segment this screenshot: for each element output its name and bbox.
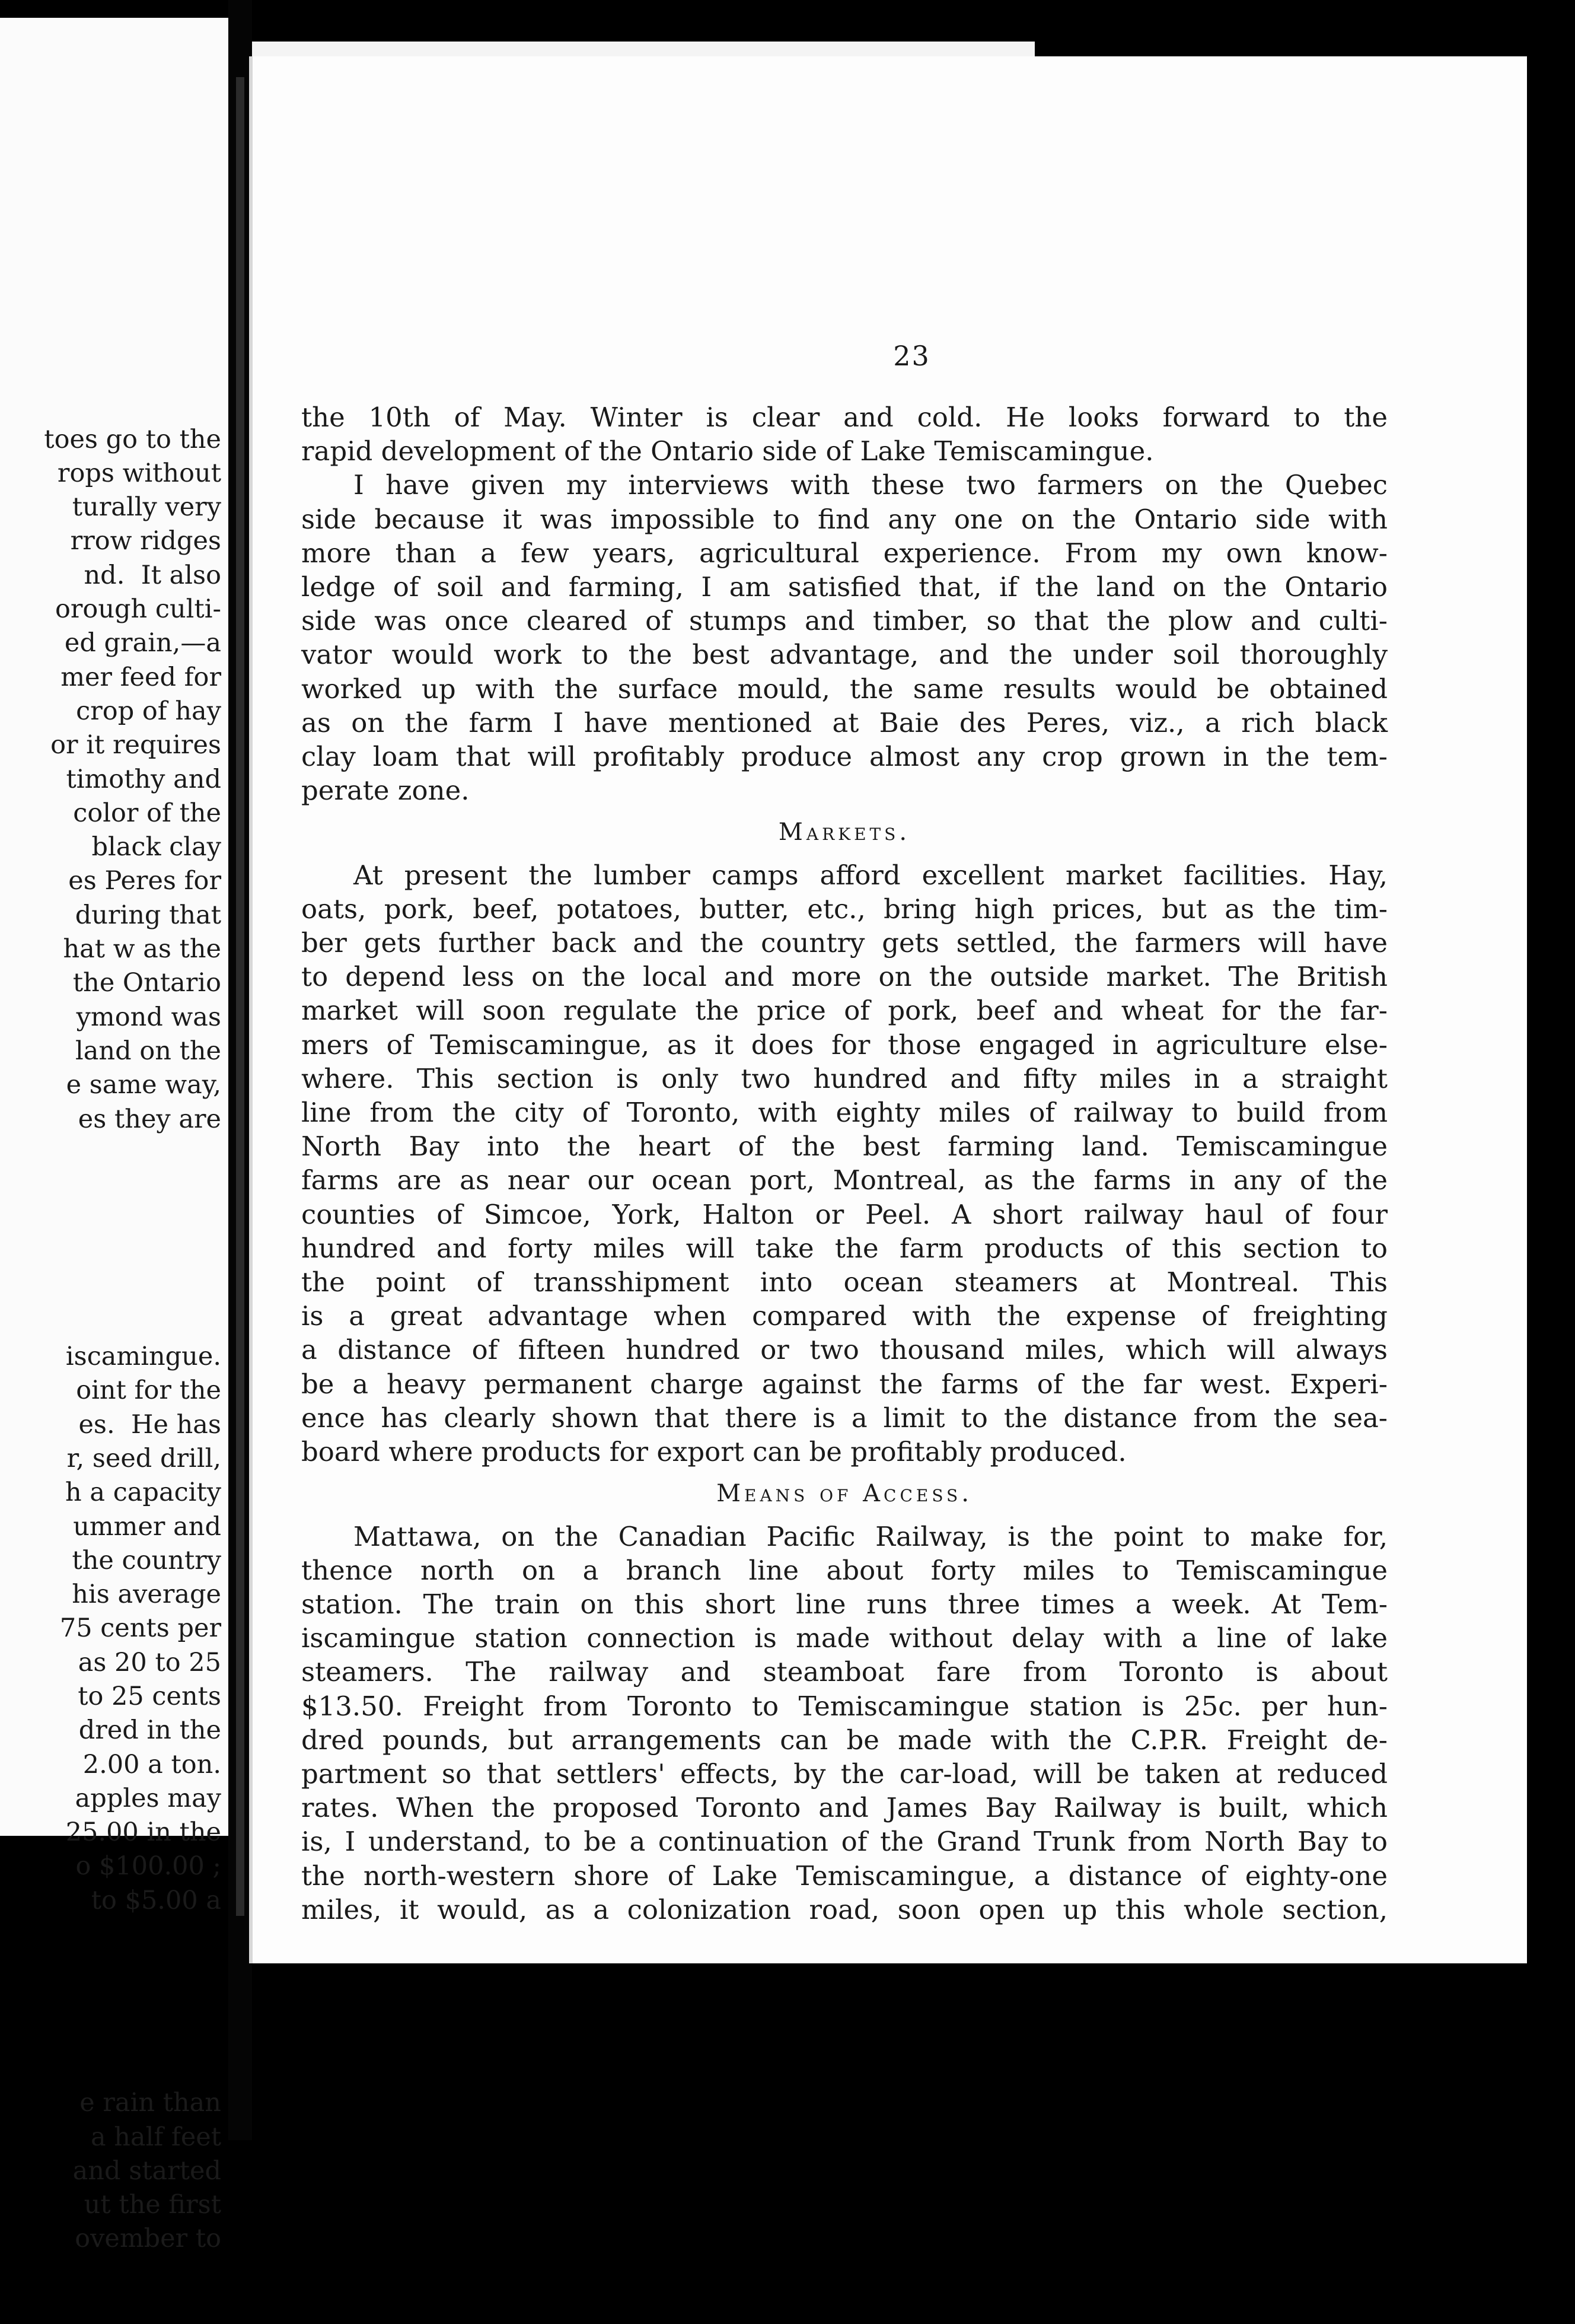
- text-line: side was once cleared of stumps and timber, so that the plow and culti-: [301, 605, 1388, 637]
- text-line: I have given my interviews with these two farmers on the Quebec: [353, 469, 1388, 501]
- text-line: hundred and forty miles will take the farm products of this section to: [301, 1232, 1388, 1264]
- paragraph-markets: [301, 858, 1388, 1469]
- previous-page-block-c: [44, 2086, 221, 2256]
- text-line: side because it was impossible to find any one on the Ontario side with: [301, 503, 1388, 535]
- previous-page-line: or it requires: [50, 730, 221, 760]
- section-heading-means-of-access: Means of Access.: [716, 1480, 973, 1508]
- previous-page-line: to 25 cents: [78, 1681, 221, 1711]
- text-line: rapid development of the Ontario side of Lake Temiscamingue.: [301, 435, 1154, 467]
- text-line: $13.50. Freight from Toronto to Temiscamingue station is 25c. per hun-: [301, 1690, 1388, 1722]
- previous-page-line: hat w as the: [63, 934, 221, 964]
- text-line: ence has clearly shown that there is a limit to the distance from the sea-: [301, 1402, 1388, 1434]
- previous-page-line: es Peres for: [68, 866, 221, 896]
- previous-page-line: and started: [72, 2156, 221, 2186]
- text-line: North Bay into the heart of the best farming land. Temiscamingue: [301, 1131, 1388, 1163]
- previous-page-line: orough culti-: [55, 594, 221, 625]
- text-line: is, I understand, to be a continuation of the Grand Trunk from North Bay to: [301, 1826, 1388, 1858]
- previous-page-line: turally very: [72, 492, 221, 523]
- text-line: Mattawa, on the Canadian Pacific Railway, is the point to make for,: [353, 1520, 1388, 1552]
- previous-page-line: h a capacity: [65, 1478, 221, 1508]
- section-heading-markets: Markets.: [778, 819, 911, 846]
- text-line: dred pounds, but arrangements can be made with the C.P.R. Freight de-: [301, 1724, 1388, 1756]
- previous-page-line: ovember to: [75, 2224, 221, 2254]
- previous-page-line: ymond was: [76, 1002, 221, 1032]
- paragraph-continuation: [301, 400, 1388, 468]
- text-line: the point of transshipment into ocean steamers at Montreal. This: [301, 1266, 1388, 1298]
- text-line: mers of Temiscamingue, as it does for those engaged in agriculture else-: [301, 1029, 1388, 1061]
- previous-page-block-a: [44, 423, 221, 1136]
- text-line: the north-western shore of Lake Temiscamingue, a distance of eighty-one: [301, 1860, 1388, 1892]
- text-line: to depend less on the local and more on the outside market. The British: [301, 961, 1388, 993]
- page-number: 23: [893, 340, 930, 372]
- previous-page-line: nd. It also: [84, 560, 221, 590]
- text-line: be a heavy permanent charge against the farms of the far west. Experi-: [301, 1368, 1388, 1400]
- text-line: ber gets further back and the country gets settled, the farmers will have: [301, 927, 1388, 959]
- paragraph-interviews: [301, 468, 1388, 807]
- previous-page-line: black clay: [91, 832, 221, 862]
- previous-page-line: e rain than: [79, 2088, 221, 2118]
- text-line: counties of Simcoe, York, Halton or Peel. A short railway haul of four: [301, 1198, 1388, 1230]
- previous-page-line: mer feed for: [60, 662, 221, 692]
- previous-page-line: as 20 to 25: [78, 1647, 221, 1677]
- previous-page-line: rrow ridges: [70, 526, 221, 556]
- previous-page-line: the Ontario: [72, 968, 221, 998]
- previous-page-line: his average: [72, 1580, 221, 1610]
- previous-page-line: land on the: [75, 1036, 221, 1066]
- text-line: station. The train on this short line runs three times a week. At Tem-: [301, 1588, 1388, 1620]
- previous-page-line: during that: [75, 900, 221, 930]
- text-line: steamers. The railway and steamboat fare from Toronto is about: [301, 1656, 1388, 1688]
- gutter-edge: [236, 77, 244, 1916]
- previous-page-line: to $5.00 a: [91, 1885, 221, 1915]
- text-line: vator would work to the best advantage, and the under soil thoroughly: [301, 639, 1388, 671]
- text-line: ledge of soil and farming, I am satisfied that, if the land on the Ontario: [301, 571, 1388, 603]
- previous-page-block-b: [44, 1340, 221, 1918]
- previous-page-line: oint for the: [76, 1376, 221, 1406]
- text-line: a distance of fifteen hundred or two thousand miles, which will always: [301, 1334, 1388, 1366]
- paragraph-means-of-access: [301, 1520, 1388, 1927]
- text-line: line from the city of Toronto, with eighty miles of railway to build from: [301, 1097, 1388, 1129]
- text-line: worked up with the surface mould, the same results would be obtained: [301, 673, 1388, 705]
- text-line: as on the farm I have mentioned at Baie des Peres, viz., a rich black: [301, 706, 1388, 738]
- previous-page-line: the country: [72, 1545, 221, 1575]
- previous-page-line: a half feet: [90, 2122, 221, 2152]
- previous-page-line: ed grain,—a: [64, 628, 221, 658]
- previous-page-line: o $100.00 ;: [75, 1851, 221, 1882]
- text-line: perate zone.: [301, 775, 470, 807]
- text-line: more than a few years, agricultural experience. From my own know-: [301, 537, 1388, 569]
- previous-page-line: toes go to the: [44, 424, 221, 454]
- text-line: oats, pork, beef, potatoes, butter, etc., bring high prices, but as the tim-: [301, 893, 1388, 925]
- text-line: market will soon regulate the price of pork, beef and wheat for the far-: [301, 995, 1388, 1027]
- text-line: clay loam that will profitably produce almost any crop grown in the tem-: [301, 741, 1388, 773]
- previous-page-fragment: [0, 18, 228, 2254]
- previous-page-line: color of the: [73, 798, 221, 828]
- main-page: [249, 56, 1527, 1963]
- text-line: partment so that settlers' effects, by the car-load, will be taken at reduced: [301, 1758, 1388, 1790]
- previous-page-line: es they are: [78, 1104, 221, 1134]
- previous-page-line: 25.00 in the: [65, 1817, 221, 1848]
- text-line: the 10th of May. Winter is clear and cold. He looks forward to the: [301, 402, 1388, 433]
- text-line: board where products for export can be profitably produced.: [301, 1436, 1127, 1468]
- page-body: [301, 400, 1388, 1927]
- previous-page-line: timothy and: [66, 764, 221, 794]
- text-line: At present the lumber camps afford excellent market facilities. Hay,: [353, 859, 1388, 891]
- previous-page-text: [44, 355, 221, 2324]
- previous-page-line: crop of hay: [76, 696, 221, 726]
- previous-page-line: iscamingue.: [65, 1342, 221, 1372]
- text-line: thence north on a branch line about forty miles to Temiscamingue: [301, 1554, 1388, 1586]
- text-line: is a great advantage when compared with the expense of freighting: [301, 1300, 1388, 1332]
- previous-page-line: e same way,: [66, 1070, 221, 1100]
- previous-page-line: ummer and: [73, 1511, 221, 1542]
- text-line: iscamingue station connection is made without delay with a line of lake: [301, 1622, 1388, 1654]
- text-line: where. This section is only two hundred and fifty miles in a straight: [301, 1062, 1388, 1094]
- text-line: rates. When the proposed Toronto and James Bay Railway is built, which: [301, 1792, 1388, 1824]
- text-line: farms are as near our ocean port, Montreal, as the farms in any of the: [301, 1164, 1388, 1196]
- previous-page-line: 75 cents per: [59, 1613, 221, 1644]
- previous-page-line: rops without: [57, 458, 221, 488]
- previous-page-line: apples may: [75, 1783, 221, 1813]
- previous-page-line: 2.00 a ton.: [82, 1749, 221, 1779]
- previous-page-line: es. He has: [78, 1409, 221, 1440]
- previous-page-line: ut the first: [84, 2190, 221, 2220]
- previous-page-line: dred in the: [78, 1715, 221, 1746]
- text-line: miles, it would, as a colonization road, soon open up this whole section,: [301, 1893, 1388, 1925]
- previous-page-line: r, seed drill,: [66, 1443, 221, 1473]
